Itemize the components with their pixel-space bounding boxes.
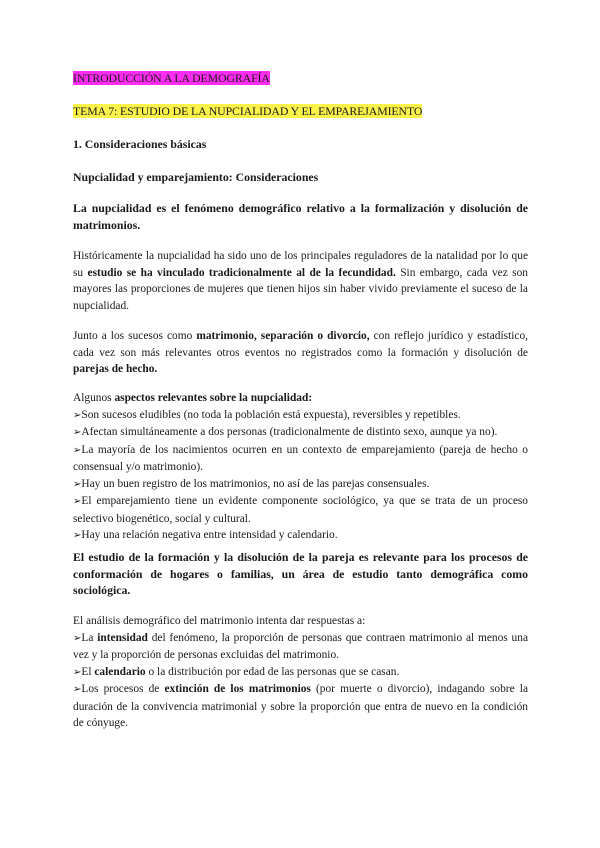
list-item-bold: extinción de los matrimonios — [164, 683, 311, 695]
analysis-intro: El análisis demográfico del matrimonio intenta dar respuestas a: — [73, 615, 366, 627]
list-item-text-a: La — [81, 631, 98, 644]
paragraph-events-text-a: Junto a los sucesos como — [73, 330, 197, 342]
definition-statement: La nupcialidad es el fenómeno demográfico relativo a la formalización y disolución de matrimonios. — [73, 201, 528, 232]
aspects-list — [73, 390, 528, 545]
analysis-list — [73, 613, 528, 732]
paragraph-events-bold-d: parejas de hecho. — [73, 363, 158, 375]
list-item-text-c: del fenómeno, la proporción de personas que contraen matrimonio al menos una vez y la proporción de personas excluidas del matrimonio. — [73, 631, 529, 661]
statement-pareja: El estudio de la formación y la disolución de la pareja es relevante para los procesos de conformación de hogares o familias, un área de estudio tanto demográfica como sociológica. — [73, 550, 528, 597]
aspects-intro-text: Algunos — [73, 392, 115, 404]
list-item — [73, 493, 528, 527]
arrow-bullet-icon: ➢ — [73, 666, 82, 678]
list-item-bold: calendario — [94, 665, 146, 678]
list-item-text: Hay un buen registro de los matrimonios, no así de las parejas consensuales. — [81, 477, 430, 490]
aspects-intro-bold: aspectos relevantes sobre la nupcialidad: — [114, 392, 313, 404]
list-item — [73, 664, 528, 682]
paragraph-events — [73, 328, 528, 378]
list-item-text: El emparejamiento tiene un evidente componente sociológico, ya que se trata de un proceso selectivo biogenético, social y cultural. — [73, 495, 528, 525]
topic-title: TEMA 7: ESTUDIO DE LA NUPCIALIDAD Y EL EMPAREJAMIENTO — [73, 104, 423, 118]
list-item — [73, 442, 528, 476]
paragraph-events-text-c: con reflejo jurídico y estadístico, cada vez son más relevantes otros eventos no registrados como la formación y disolución de — [73, 330, 528, 359]
topic-title-line — [73, 103, 528, 120]
paragraph-history-text-c: Sin embargo, cada vez son mayores las proporciones de mujeres que tienen hijos sin haber vivido previamente el suceso de la nupcialidad. — [73, 266, 528, 312]
list-item-text: Son sucesos eludibles (no toda la población está expuesta), reversibles y repetibles. — [81, 408, 461, 421]
list-item-text: La mayoría de los nacimientos ocurren en un contexto de emparejamiento (pareja de hecho o consensual y/o matrimonio). — [73, 443, 528, 473]
arrow-bullet-icon: ➢ — [73, 684, 82, 695]
list-item — [73, 476, 528, 494]
paragraph-history-bold: estudio se ha vinculado tradicionalmente al de la fecundidad. — [87, 266, 396, 279]
list-item-text-c: o la distribución por edad de las personas que se casan. — [145, 665, 400, 678]
list-item — [73, 527, 528, 545]
section-heading: 1. Consideraciones básicas — [73, 137, 207, 151]
list-item-text-c: (por muerte o divorcio), indagando sobre la duración de la convivencia matrimonial y sobre la proporción que entra de nuevo en la condición de cónyuge. — [73, 683, 528, 729]
arrow-bullet-icon: ➢ — [73, 427, 82, 438]
list-item — [73, 407, 528, 425]
paragraph-events-bold-a: matrimonio, separación o divorcio, — [196, 330, 370, 342]
section-subheading: Nupcialidad y emparejamiento: Consideraciones — [73, 170, 319, 184]
arrow-bullet-icon: ➢ — [73, 478, 82, 490]
list-item — [73, 424, 528, 442]
list-item — [73, 630, 528, 664]
arrow-bullet-icon: ➢ — [73, 409, 82, 421]
list-item-bold: intensidad — [97, 631, 148, 644]
aspects-intro — [73, 390, 528, 407]
paragraph-history-text-a: Históricamente la nupcialidad ha sido uno de los principales reguladores de la natalidad por lo que su — [73, 250, 528, 279]
list-item-text-a: El — [81, 665, 95, 678]
arrow-bullet-icon: ➢ — [73, 496, 82, 507]
list-item-text: Afectan simultáneamente a dos personas (tradicionalmente de distinto sexo, aunque ya no). — [81, 426, 498, 438]
arrow-bullet-icon: ➢ — [73, 632, 82, 644]
arrow-bullet-icon: ➢ — [73, 530, 82, 541]
list-item-text-a: Los procesos de — [81, 683, 165, 695]
course-title: INTRODUCCIÓN A LA DEMOGRAFÍA — [73, 71, 270, 85]
course-title-line — [73, 70, 528, 87]
list-item — [73, 681, 528, 732]
arrow-bullet-icon: ➢ — [73, 444, 82, 456]
list-item-text: Hay una relación negativa entre intensidad y calendario. — [81, 529, 338, 541]
paragraph-history — [73, 248, 528, 314]
